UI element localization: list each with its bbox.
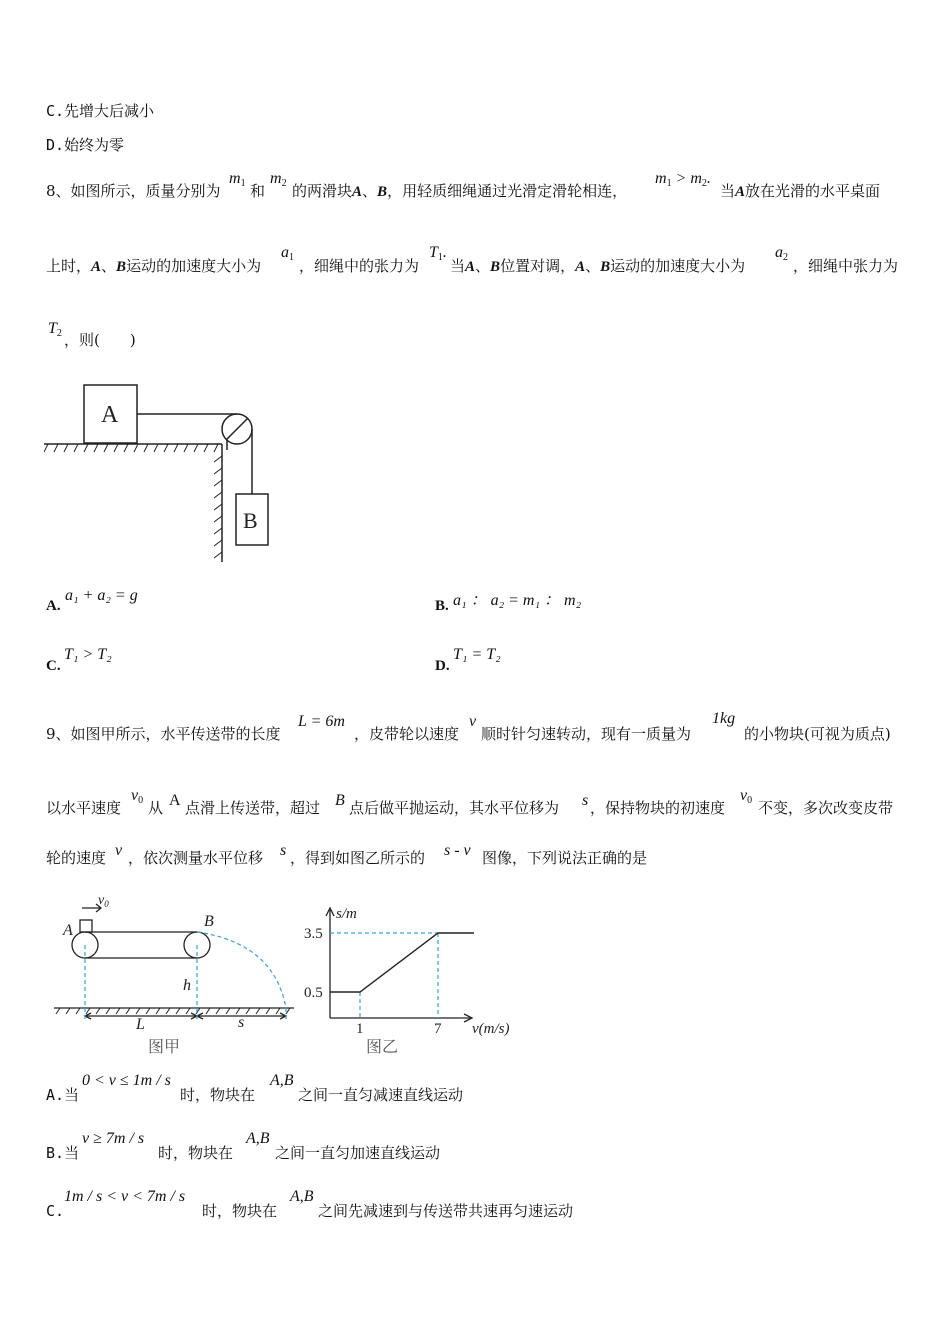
q9-B: B [335,792,345,809]
q9-option-b-pre[interactable]: B.当 [46,1144,80,1162]
q9-option-a-pre[interactable]: A.当 [46,1086,80,1104]
q9-s: s [582,792,589,809]
q9-line2-d: 点后做平抛运动，其水平位移为 [349,799,560,817]
q9-option-c-pre[interactable]: C. [46,1202,65,1220]
q8-text-when: 当A放在光滑的水平桌面 [720,182,881,200]
x-axis-label: v(m/s) [472,1021,510,1037]
q9-A: A [169,792,181,809]
q8-option-a-expr[interactable]: a₁ + a₂ = g [65,587,138,604]
q8-option-c-label[interactable]: C. [46,658,61,674]
q9-line3-c: ，得到如图乙所示的 [290,849,426,867]
q9-option-a-AB[interactable]: A,B [270,1072,294,1089]
q9-v0: $v_0$ [131,787,144,806]
q8-condition: $m_1 > m_2$. [655,170,711,189]
q8-line3: ，则( ) [64,331,136,349]
q9-line2-b: 从 [148,799,164,817]
y-tick-label: 3.5 [304,926,323,942]
fig-jia-caption: 图甲 [148,1039,181,1056]
q8-and: 和 [250,182,266,200]
q9-line1-a: 9、如图甲所示，水平传送带的长度 [46,725,281,743]
q9-option-b-end[interactable]: 之间一直匀加速直线运动 [275,1144,441,1162]
q9-line1-c: 顺时针匀速转动，现有一质量为 [481,725,692,743]
q9-line1-d: 的小物块(可视为质点) [744,725,891,743]
q8-a2: $a_2$ [775,244,788,263]
q9-line2-a: 以水平速度 [46,799,122,817]
q8-line2-a: 上时，A、B运动的加速度大小为 [46,257,262,275]
q9-v: v [469,713,477,730]
x-tick-label: 7 [434,1021,442,1037]
q9-line2-f: 不变，多次改变皮带 [758,799,894,817]
q9-line3-d: 图像，下列说法正确的是 [482,849,648,867]
fig-yi-caption: 图乙 [366,1039,399,1056]
q8-option-b-expr[interactable]: a₁ ： a₂ = m₁ ： m₂ [453,592,582,609]
q9-line2-e: ，保持物块的初速度 [590,799,726,817]
q8-pulley-diagram [44,380,274,565]
q8-text-blocks: 的两滑块A、B，用轻质细绳通过光滑定滑轮相连， [292,182,628,200]
q9-option-a-end[interactable]: 之间一直匀减速直线运动 [298,1086,464,1104]
q8-T2: $T_2$ [48,320,62,339]
q9-option-a-expr[interactable]: 0 < v ≤ 1m / s [82,1072,171,1089]
q9-option-c-expr[interactable]: 1m / s < v < 7m / s [64,1188,186,1205]
q9-figure-yi-chart [298,898,528,1060]
q9-line3-a: 轮的速度 [46,849,107,867]
fig-jia-L: L [136,1016,145,1033]
q9-v0-2: $v_0$ [740,787,753,806]
prev-option-d: D.始终为零 [46,136,125,154]
q8-a1: $a_1$ [281,244,294,263]
q8-number-text: 8、如图所示，质量分别为 [46,182,221,200]
prev-option-c: C.先增大后减小 [46,102,155,120]
q8-line2-c: ，细绳中的张力为 [299,257,420,275]
y-tick-label: 0.5 [304,985,323,1001]
q9-L-expr: L = 6m [298,713,345,730]
fig-jia-B: B [204,913,214,930]
q9-option-b-AB[interactable]: A,B [246,1130,270,1147]
q9-sv: s - v [444,842,471,859]
q8-option-c-expr[interactable]: T₁ > T₂ [64,646,112,663]
q8-m1: $m_1$ [229,170,246,189]
y-axis-label: s/m [336,906,357,922]
q8-option-d-expr[interactable]: T₁ = T₂ [453,646,501,663]
q9-v-2: v [115,842,123,859]
series-line [330,933,474,992]
block-a-label: A [101,402,119,428]
q9-s-2: s [280,842,287,859]
q8-line2-g: ，细绳中张力为 [793,257,899,275]
q8-m2: $m_2$ [270,170,287,189]
q9-figure-jia [54,888,299,1060]
q8-option-a-label[interactable]: A. [46,598,61,614]
fig-jia-v0: $v_0$ [98,893,109,909]
x-tick-label: 1 [356,1021,364,1037]
fig-jia-s: s [238,1014,245,1031]
q9-line1-b: ，皮带轮以速度 [354,725,460,743]
q9-option-a-post[interactable]: 时，物块在 [180,1086,256,1104]
q9-option-b-expr[interactable]: v ≥ 7m / s [82,1130,145,1147]
q8-option-b-label[interactable]: B. [435,598,449,614]
q8-line2-d: 当A、B位置对调，A、B运动的加速度大小为 [450,257,746,275]
fig-jia-h: h [183,977,191,994]
q9-option-b-post[interactable]: 时，物块在 [158,1144,234,1162]
q9-mass: 1kg [712,710,736,727]
q9-option-c-AB[interactable]: A,B [290,1188,314,1205]
q9-line3-b: ，依次测量水平位移 [128,849,264,867]
q9-line2-c: 点滑上传送带，超过 [185,799,321,817]
q9-option-c-end[interactable]: 之间先减速到与传送带共速再匀速运动 [318,1202,574,1220]
fig-jia-A: A [63,922,73,939]
q9-option-c-post[interactable]: 时，物块在 [202,1202,278,1220]
block-b-label: B [243,508,258,533]
q8-T1: $T_1$. [429,244,447,263]
q8-option-d-label[interactable]: D. [435,658,450,674]
